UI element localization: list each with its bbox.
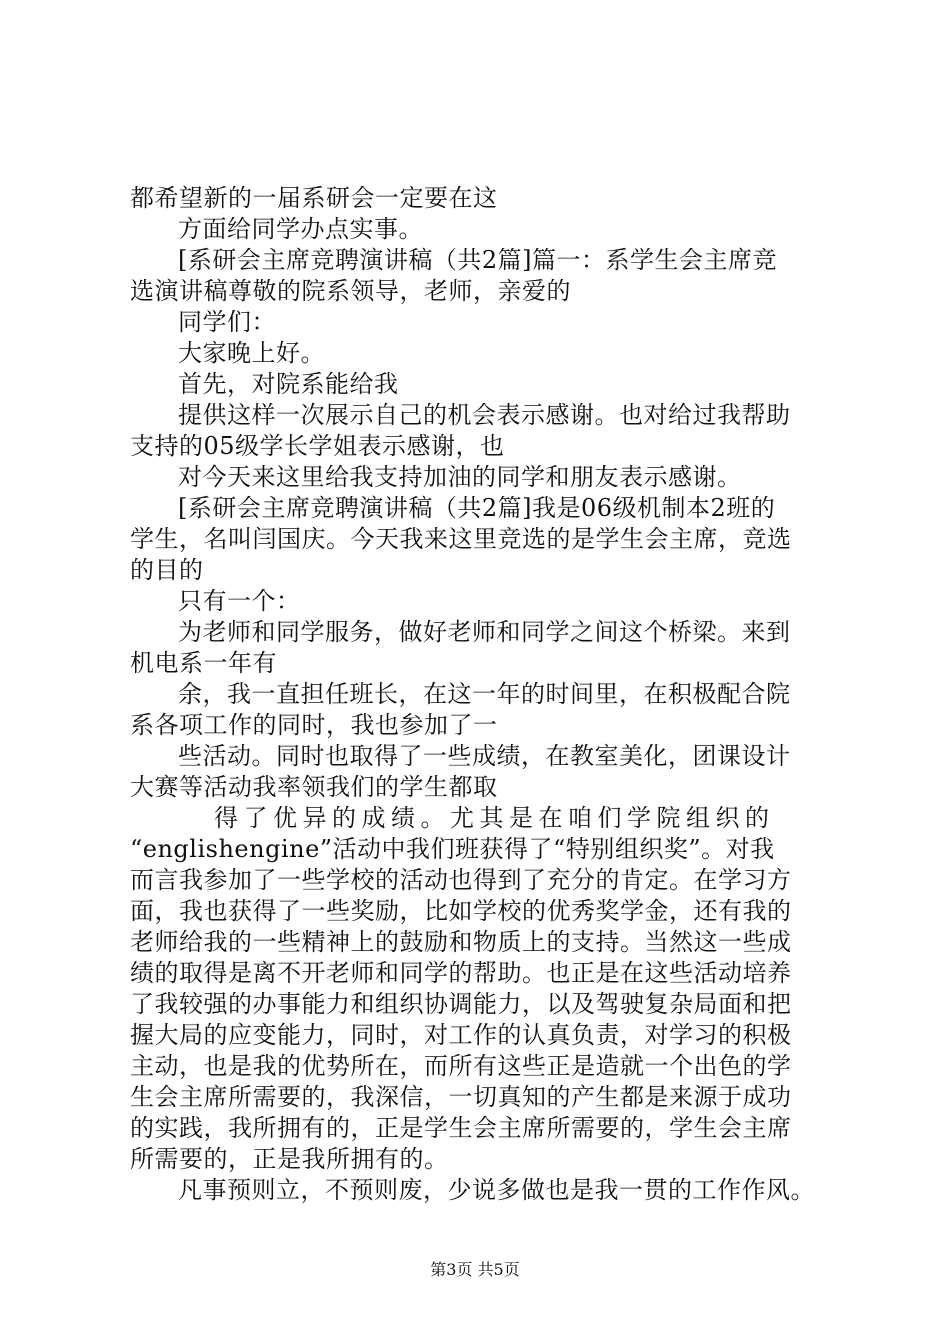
text-line: 些活动。同时也取得了一些成绩，在教室美化，团课设计 (178, 742, 791, 770)
text-line: 凡事预则立，不预则废，少说多做也是我一贯的工作作风。 (178, 1176, 815, 1204)
text-line: 只有一个： (178, 587, 301, 615)
text-line: 主动，也是我的优势所在，而所有这些正是造就一个出色的学 (130, 1052, 792, 1080)
text-line: 的实践，我所拥有的，正是学生会主席所需要的，学生会主席 (130, 1114, 792, 1142)
text-line: 系各项工作的同时，我也参加了一 (130, 711, 498, 739)
text-line: 为老师和同学服务，做好老师和同学之间这个桥梁。来到 (178, 618, 791, 646)
page-number-footer: 第3页 共5页 (430, 1260, 520, 1279)
text-line: [系研会主席竞聘演讲稿（共2篇]篇一：系学生会主席竞 (178, 246, 777, 274)
text-line: 提供这样一次展示自己的机会表示感谢。也对给过我帮助 (178, 401, 791, 429)
text-line: 老师给我的一些精神上的鼓励和物质上的支持。当然这一些成 (130, 928, 792, 956)
text-line: 而言我参加了一些学校的活动也得到了充分的肯定。在学习方 (130, 866, 792, 894)
text-line: 同学们： (178, 308, 276, 336)
text-line: 握大局的应变能力，同时，对工作的认真负责，对学习的积极 (130, 1021, 792, 1049)
text-line: 都希望新的一届系研会一定要在这 (130, 184, 498, 212)
text-line: 对今天来这里给我支持加油的同学和朋友表示感谢。 (178, 463, 742, 491)
text-line: 支持的05级学长学姐表示感谢，也 (130, 432, 505, 460)
document-body (130, 183, 830, 1206)
text-line: 方面给同学办点实事。 (178, 215, 423, 243)
text-line: 绩的取得是离不开老师和同学的帮助。也正是在这些活动培养 (130, 959, 792, 987)
text-line: 首先，对院系能给我 (178, 370, 399, 398)
text-line: 了我较强的办事能力和组织协调能力，以及驾驶复杂局面和把 (130, 990, 792, 1018)
text-line: 大赛等活动我率领我们的学生都取 (130, 773, 498, 801)
text-line: 生会主席所需要的，我深信，一切真知的产生都是来源于成功 (130, 1083, 792, 1111)
text-line: 学生，名叫闫国庆。今天我来这里竞选的是学生会主席，竞选 (130, 525, 792, 553)
text-line: 机电系一年有 (130, 649, 277, 677)
text-line: 的目的 (130, 556, 204, 584)
text-line: 面，我也获得了一些奖励，比如学校的优秀奖学金，还有我的 (130, 897, 792, 925)
text-line: 得了优异的成绩。尤其是在咱们学院组织的 (214, 804, 775, 832)
text-line: “englishengine”活动中我们班获得了“特别组织奖”。对我 (130, 835, 775, 863)
text-line: 余，我一直担任班长，在这一年的时间里，在积极配合院 (178, 680, 791, 708)
text-line: 大家晚上好。 (178, 339, 325, 367)
text-line: 所需要的，正是我所拥有的。 (130, 1145, 449, 1173)
text-line: [系研会主席竞聘演讲稿（共2篇]我是06级机制本2班的 (178, 494, 776, 522)
text-line: 选演讲稿尊敬的院系领导，老师，亲爱的 (130, 277, 571, 305)
